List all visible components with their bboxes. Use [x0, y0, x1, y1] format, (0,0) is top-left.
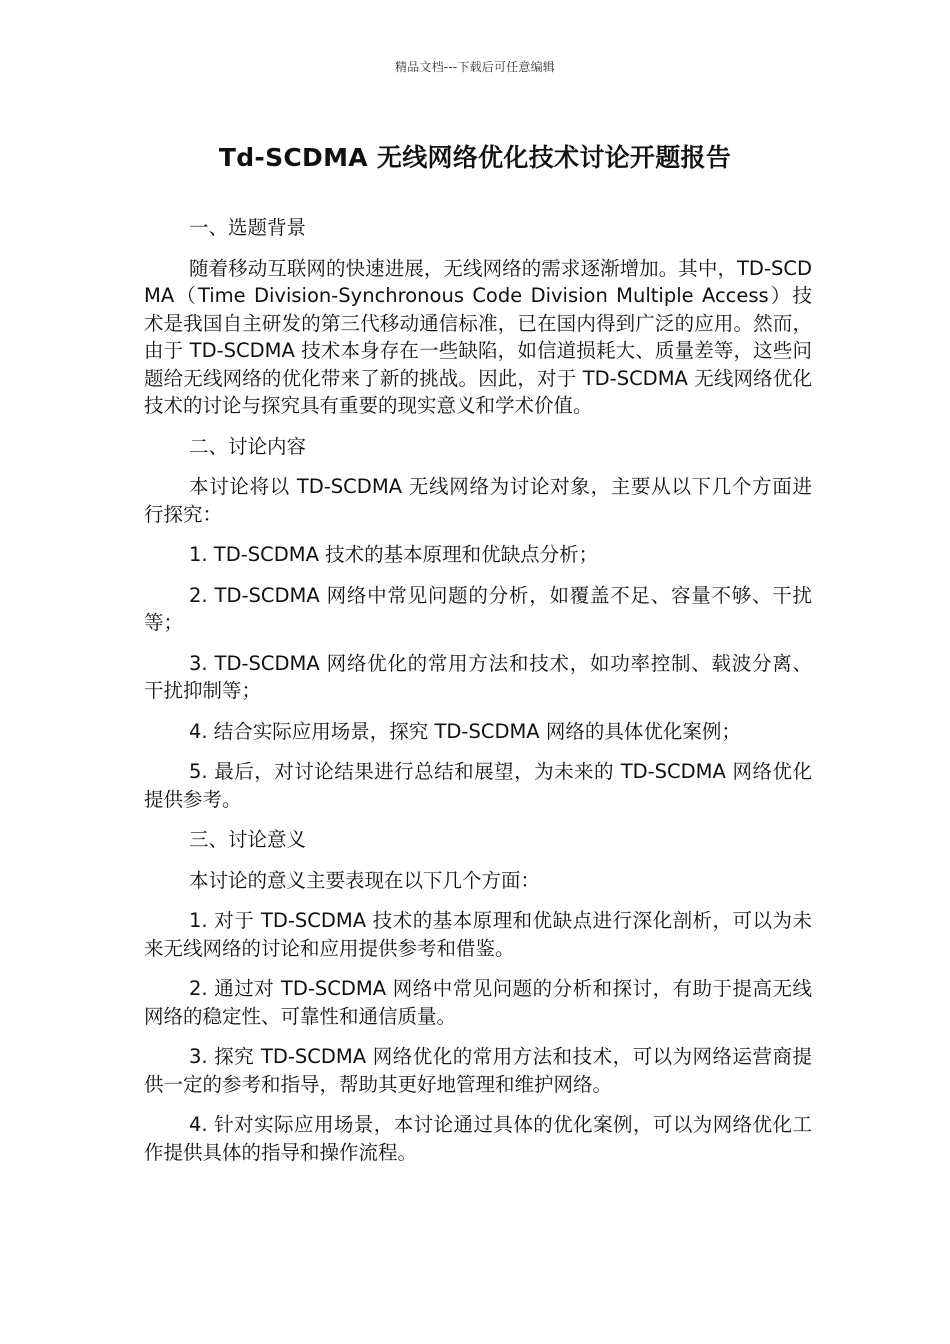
- content-list-item: 3. TD-SCDMA 网络优化的常用方法和技术，如功率控制、载波分离、干扰抑制等；: [144, 651, 812, 702]
- content-list-item: 5. 最后，对讨论结果进行总结和展望，为未来的 TD-SCDMA 网络优化提供参考。: [144, 760, 812, 811]
- content-list-item: 2. TD-SCDMA 网络中常见问题的分析，如覆盖不足、容量不够、干扰等；: [144, 583, 812, 634]
- background-paragraph: 随着移动互联网的快速进展，无线网络的需求逐渐增加。其中，TD-SCDMA（Time Division-Synchronous Code Division Multiple Access）技术是我国自主研发的第三代移动通信标准，已在国内得到广泛的应用。然而，由于 TD-SCDMA 技术本身存在一些缺陷，如信道损耗大、质量差等，这些问题给无线网络的优化带来了新的挑战。因此，对于 TD-SCDMA 无线网络优化技术的讨论与探究具有重要的现实意义和学术价值。: [144, 256, 812, 417]
- significance-list-item: 2. 通过对 TD-SCDMA 网络中常见问题的分析和探讨，有助于提高无线网络的稳定性、可靠性和通信质量。: [144, 977, 812, 1028]
- significance-list-item: 4. 针对实际应用场景，本讨论通过具体的优化案例，可以为网络优化工作提供具体的指导和操作流程。: [144, 1113, 812, 1164]
- document-body: [144, 214, 812, 1179]
- document-title: Td-SCDMA 无线网络优化技术讨论开题报告: [218, 143, 732, 172]
- page-header: 精品文档---下载后可任意编辑: [395, 60, 555, 74]
- section-heading-content: 二、讨论内容: [189, 434, 307, 458]
- significance-intro-paragraph: 本讨论的意义主要表现在以下几个方面：: [189, 868, 541, 892]
- section-heading-background: 一、选题背景: [189, 216, 307, 239]
- content-list-item: 1. TD-SCDMA 技术的基本原理和优缺点分析；: [189, 543, 599, 566]
- content-intro-paragraph: 本讨论将以 TD-SCDMA 无线网络为讨论对象，主要从以下几个方面进行探究：: [144, 475, 812, 526]
- significance-list-item: 3. 探究 TD-SCDMA 网络优化的常用方法和技术，可以为网络运营商提供一定的参考和指导，帮助其更好地管理和维护网络。: [144, 1045, 812, 1096]
- content-list-item: 4. 结合实际应用场景，探究 TD-SCDMA 网络的具体优化案例；: [189, 719, 741, 743]
- section-heading-significance: 三、讨论意义: [189, 828, 307, 851]
- significance-list-item: 1. 对于 TD-SCDMA 技术的基本原理和优缺点进行深化剖析，可以为未来无线网络的讨论和应用提供参考和借鉴。: [144, 909, 812, 960]
